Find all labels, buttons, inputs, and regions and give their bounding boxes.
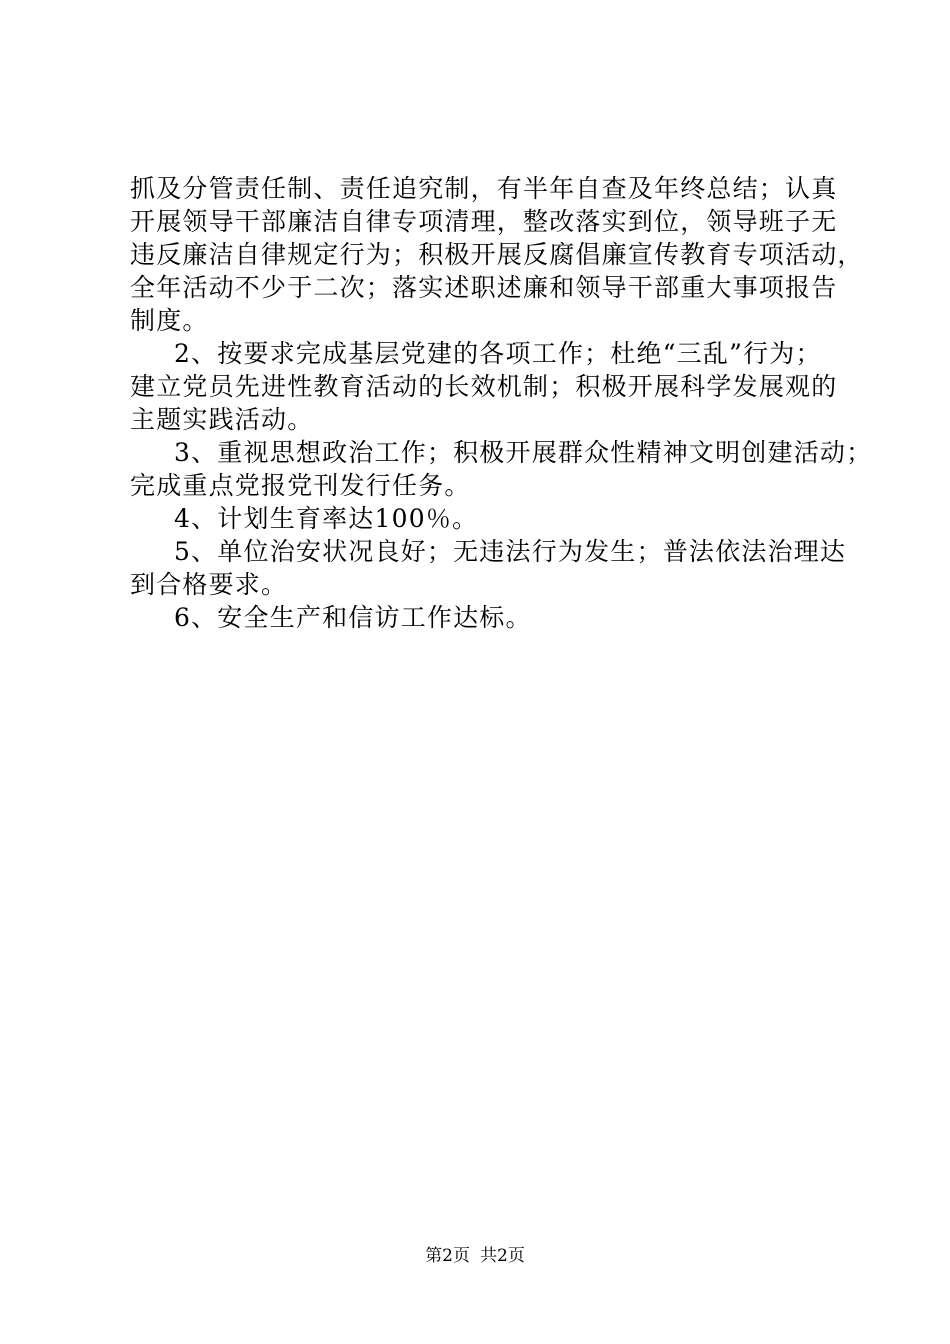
text-line: 3、重视思想政治工作；积极开展群众性精神文明创建活动； (174, 438, 873, 467)
text-line: 制度。 (130, 306, 209, 335)
text-line: 全年活动不少于二次；落实述职述廉和领导干部重大事项报告 (130, 273, 838, 302)
text-line: 建立党员先进性教育活动的长效机制；积极开展科学发展观的 (130, 372, 838, 401)
text-line: 抓及分管责任制、责任追究制，有半年自查及年终总结；认真 (130, 174, 838, 203)
page-footer (0, 1244, 950, 1268)
text-line: 开展领导干部廉洁自律专项清理，整改落实到位，领导班子无 (130, 207, 838, 236)
text-line: 5、单位治安状况良好；无违法行为发生；普法依法治理达 (174, 537, 847, 566)
body-text (130, 172, 873, 634)
text-line: 4、计划生育率达100％。 (174, 504, 479, 533)
text-line: 违反廉洁自律规定行为；积极开展反腐倡廉宣传教育专项活动， (130, 240, 864, 269)
text-line: 完成重点党报党刊发行任务。 (130, 471, 471, 500)
page-total: 共2页 (480, 1246, 525, 1266)
page-number: 第2页 (425, 1246, 470, 1266)
text-line: 主题实践活动。 (130, 405, 314, 434)
text-line: 到合格要求。 (130, 570, 288, 599)
text-line: 2、按要求完成基层党建的各项工作；杜绝“三乱”行为； (174, 339, 822, 368)
text-line: 6、安全生产和信访工作达标。 (174, 603, 532, 632)
